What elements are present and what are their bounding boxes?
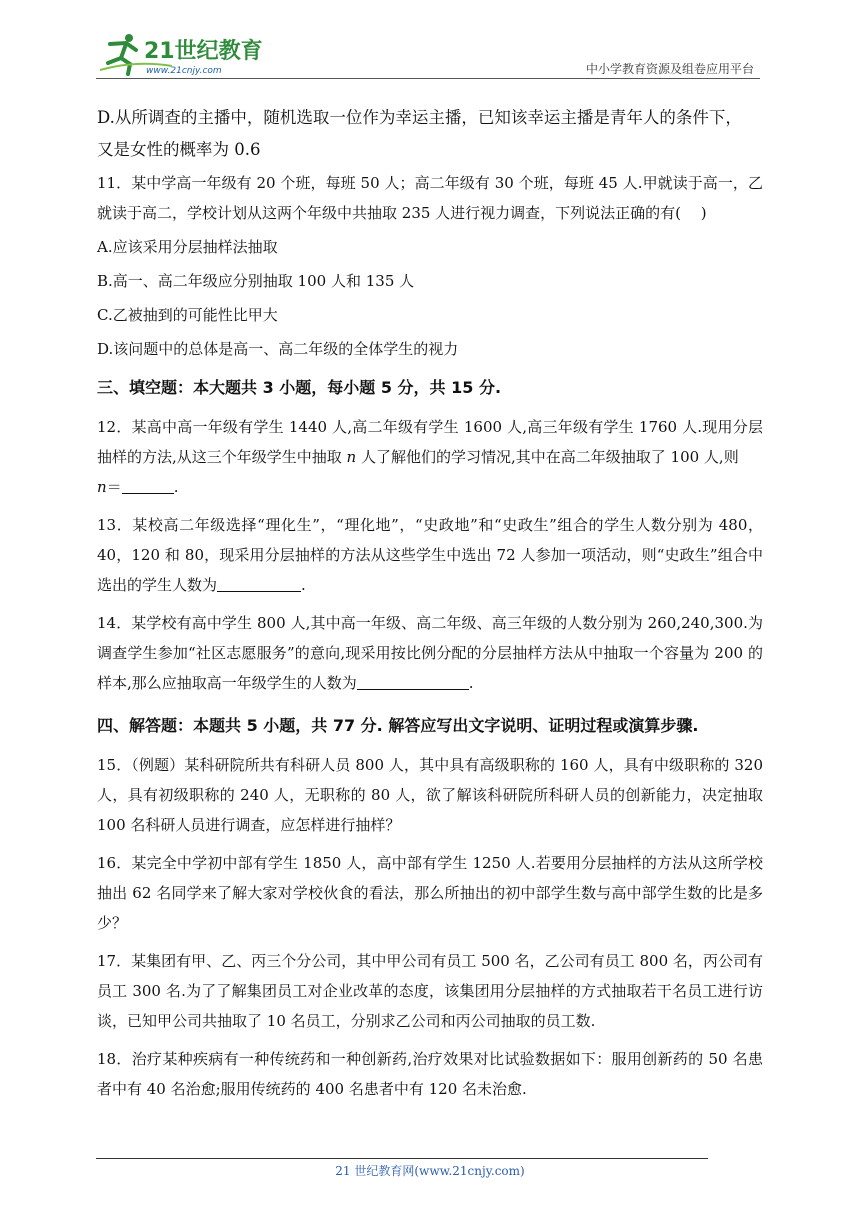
logo-text: 21世纪教育 [144,39,263,64]
question-12 [97,412,763,502]
logo-url: www.21cnjy.com [146,66,222,76]
q13-text: 13．某校高二年级选择“理化生”，“理化地”，“史政地”和“史政生”组合的学生人数分别为 480，40，120 和 80，现采用分层抽样的方法从这些学生中选出 72 人参加一项活动，则“史政生”组合中选出的学生人数为 [97,516,763,594]
page-footer: 21 世纪教育网(www.21cnjy.com) [335,1164,525,1178]
header-divider [96,78,760,79]
question-17: 17．某集团有甲、乙、丙三个分公司，其中甲公司有员工 500 名，乙公司有员工 800 名，丙公司有员工 300 名.为了了解集团员工对企业改革的态度，该集团用分层抽样的方式抽取若干名员工进行访谈，已知甲公司共抽取了 10 名员工，分别求乙公司和丙公司抽取的员工数. [97,952,763,1030]
site-logo [96,30,266,78]
q12-text-a: 12．某高中高一年级有学生 1440 人,高二年级有学生 1600 人,高三年级有学生 1760 人.现用分层抽样的方法,从这三个年级学生中抽取 [97,418,763,466]
q12-answer-blank [122,477,174,494]
page-header [96,30,760,80]
q14-answer-blank [357,673,469,690]
q10-option-d-line2: 又是女性的概率为 0.6 [97,140,261,159]
q12-var-n-answer: n [97,478,107,496]
section-4-heading: 四、解答题：本题共 5 小题，共 77 分. 解答应写出文字说明、证明过程或演算步骤. [97,716,699,735]
document-body [97,102,763,1104]
q12-end: . [173,478,179,496]
q11-option-d: D.该问题中的总体是高一、高二年级的全体学生的视力 [97,340,459,358]
header-platform-text: 中小学教育资源及组卷应用平台 [585,62,754,76]
question-11: 11．某中学高一年级有 20 个班，每班 50 人；高二年级有 30 个班，每班 45 人.甲就读于高一，乙就读于高二，学校计划从这两个年级中共抽取 235 人进行视力调查，下列说法正确的有( ) [97,174,763,222]
footer-divider [96,1158,708,1159]
q11-option-c: C.乙被抽到的可能性比甲大 [97,306,278,324]
q13-end: . [301,576,306,594]
q11-option-b: B.高一、高二年级应分别抽取 100 人和 135 人 [97,272,415,290]
question-16: 16．某完全中学初中部有学生 1850 人，高中部有学生 1250 人.若要用分层抽样的方法从这所学校抽出 62 名同学来了解大家对学校伙食的看法，那么所抽出的初中部学生数与高中部学生数的比是多少？ [97,854,763,932]
section-3-heading: 三、填空题：本大题共 3 小题，每小题 5 分，共 15 分. [97,378,502,397]
q12-text-b: 人了解他们的学习情况,其中在高二年级抽取了 100 人,则 [356,448,739,466]
question-14 [97,608,763,698]
q12-var-n: n [346,448,357,466]
q12-equals: ＝ [106,478,122,496]
q13-answer-blank [217,575,301,592]
question-18: 18．治疗某种疾病有一种传统药和一种创新药,治疗效果对比试验数据如下：服用创新药的 50 名患者中有 40 名治愈;服用传统药的 400 名患者中有 120 名未治愈. [97,1050,763,1098]
q14-text: 14．某学校有高中学生 800 人,其中高一年级、高二年级、高三年级的人数分别为 260,240,300.为调查学生参加“社区志愿服务”的意向,现采用按比例分配的分层抽样方法从中抽取一个容量为 200 的样本,那么应抽取高一年级学生的人数为 [97,614,763,692]
q11-option-a: A.应该采用分层抽样法抽取 [97,238,278,256]
question-13 [97,510,763,600]
question-15: 15．（例题）某科研院所共有科研人员 800 人，其中具有高级职称的 160 人，具有中级职称的 320 人，具有初级职称的 240 人，无职称的 80 人，欲了解该科研院所科研人员的创新能力，决定抽取 100 名科研人员进行调查，应怎样进行抽样？ [97,756,763,834]
q14-end: . [468,674,474,692]
q10-option-d-line1: D.从所调查的主播中，随机选取一位作为幸运主播，已知该幸运主播是青年人的条件下， [97,108,742,127]
